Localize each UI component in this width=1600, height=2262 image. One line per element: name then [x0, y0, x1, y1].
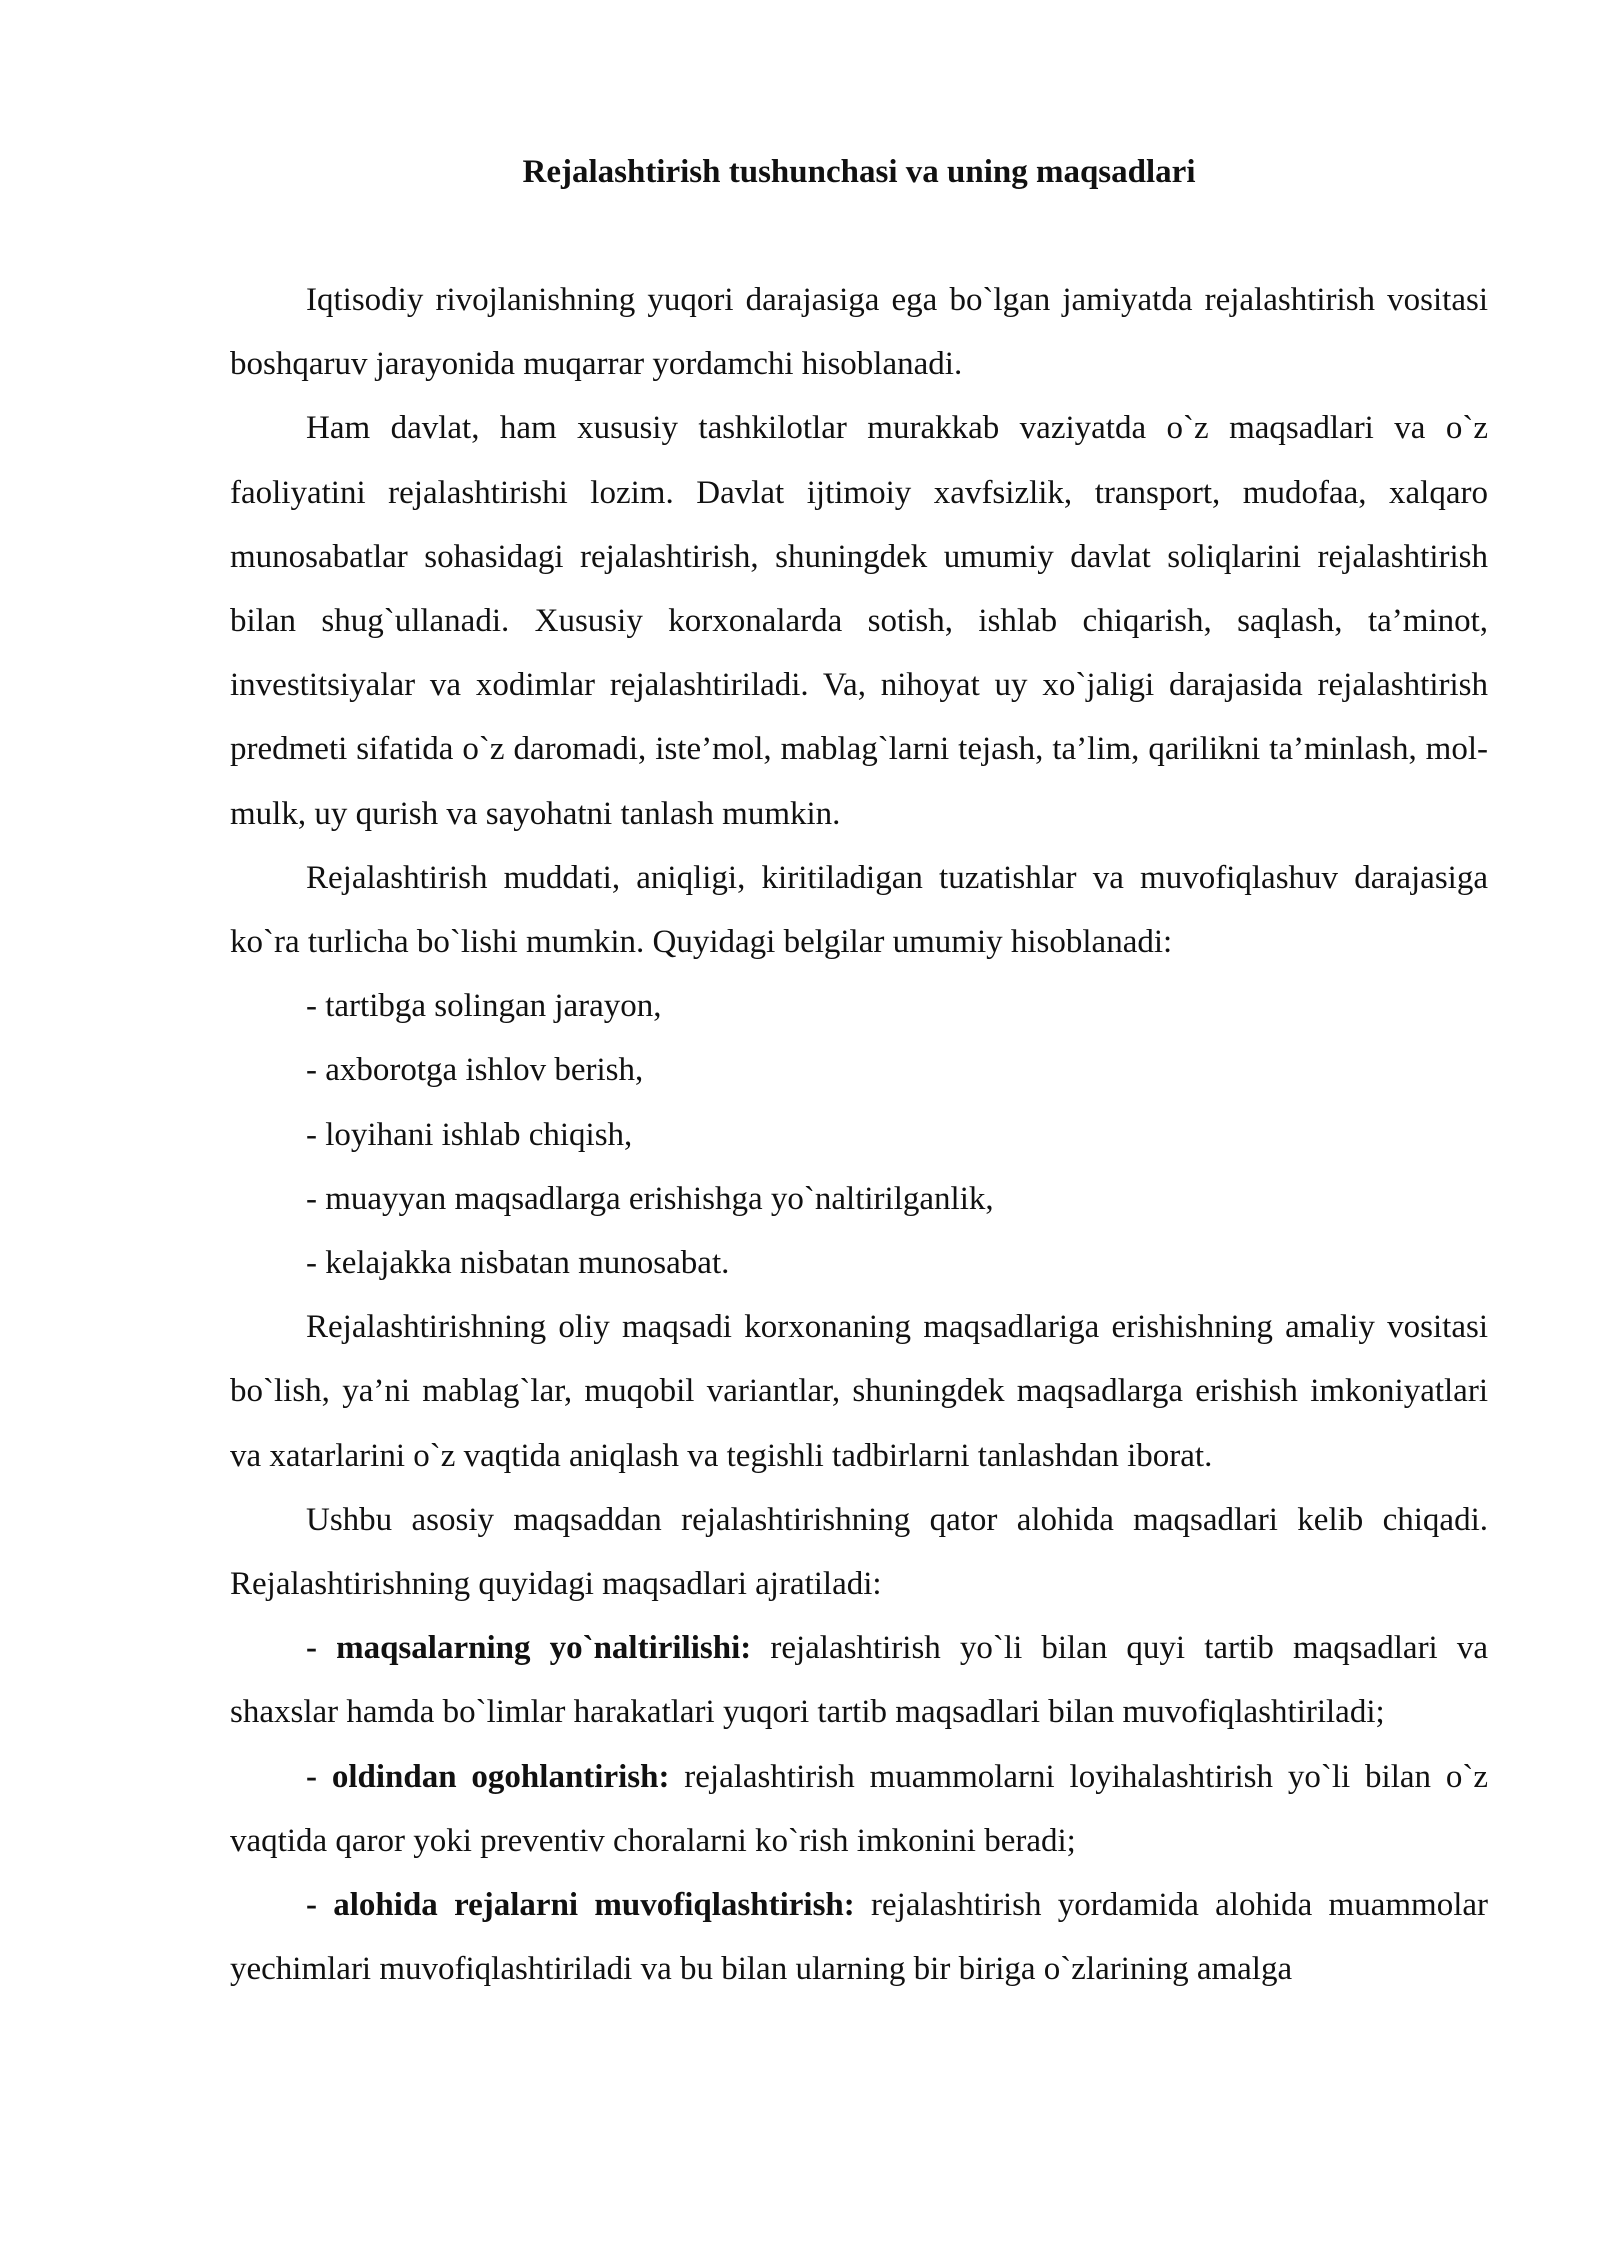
list-item: - muayyan maqsadlarga erishishga yo`naltirilganlik, — [306, 1180, 994, 1217]
paragraph-features-intro: Rejalashtirish muddati, aniqligi, kiritiladigan tuzatishlar va muvofiqlashuv darajasiga ko`ra turlicha bo`lishi mumkin. Quyidagi belgilar umumiy hisoblanadi: — [230, 859, 1488, 961]
paragraph-organizations: Ham davlat, ham xususiy tashkilotlar murakkab vaziyatda o`z maqsadlari va o`z faoliyatini rejalashtirishi lozim. Davlat ijtimoiy xavfsizlik, transport, mudofaa, xalqaro munosabatlar sohasidagi rejalashtirish, shuningdek umumiy davlat soliqlarini rejalashtirish bilan shug`ullanadi. Xususiy korxonalarda sotish, ishlab chiqarish, saqlash, ta’minot, investitsiyalar va xodimlar rejalashtiriladi. Va, nihoyat uy xo`jaligi darajasida rejalashtirish predmeti sifatida o`z daromadi, iste’mol, mablag`larni tejash, ta’lim, qarilikni ta’minlash, mol-mulk, uy qurish va sayohatni tanlash mumkin. — [230, 410, 1488, 832]
goal-text: rejalashtirish yo`li bilan quyi tartib maqsadlari va shaxslar hamda bo`limlar harakatlari yuqori tartib maqsadlari bilan muvofiqlashtiriladi; — [230, 1630, 1488, 1731]
document-title: Rejalashtirish tushunchasi va uning maqsadlari — [522, 154, 1196, 190]
paragraph-main-goal: Rejalashtirishning oliy maqsadi korxonaning maqsadlariga erishishning amaliy vositasi bo`lish, ya’ni mablag`lar, muqobil variantlar, shuningdek maqsadlarga erishish imkoniyatlari va xatarlarini o`z vaqtida aniqlash va tegishli tadbirlarni tanlashdan iborat. — [230, 1309, 1488, 1474]
goal-term: - oldindan ogohlantirish: — [306, 1758, 670, 1795]
goal-text: rejalashtirish muammolarni loyihalashtirish yo`li bilan o`z vaqtida qaror yoki preventiv choralarni ko`rish imkonini beradi; — [230, 1758, 1488, 1859]
goal-term: - maqsalarning yo`naltirilishi: — [306, 1630, 752, 1667]
goal-term: - alohida rejalarni muvofiqlashtirish: — [306, 1887, 855, 1924]
goal-text: rejalashtirish yordamida alohida muammolar yechimlari muvofiqlashtiriladi va bu bilan ularning bir biriga o`zlarining amalga — [230, 1887, 1488, 1988]
list-item: - axborotga ishlov berish, — [306, 1052, 644, 1089]
document-page — [230, 140, 1488, 2001]
list-item: - tartibga solingan jarayon, — [306, 988, 662, 1025]
goal-item — [230, 1873, 1488, 2001]
paragraph-intro: Iqtisodiy rivojlanishning yuqori darajasiga ega bo`lgan jamiyatda rejalashtirish vositasi boshqaruv jarayonida muqarrar yordamchi hisoblanadi. — [230, 282, 1488, 383]
goal-item — [230, 1745, 1488, 1873]
list-item: - loyihani ishlab chiqish, — [306, 1116, 633, 1153]
goal-item — [230, 1616, 1488, 1744]
paragraph-goals-intro: Ushbu asosiy maqsaddan rejalashtirishning qator alohida maqsadlari kelib chiqadi. Rejalashtirishning quyidagi maqsadlari ajratiladi: — [230, 1501, 1488, 1603]
list-item: - kelajakka nisbatan munosabat. — [306, 1245, 730, 1282]
